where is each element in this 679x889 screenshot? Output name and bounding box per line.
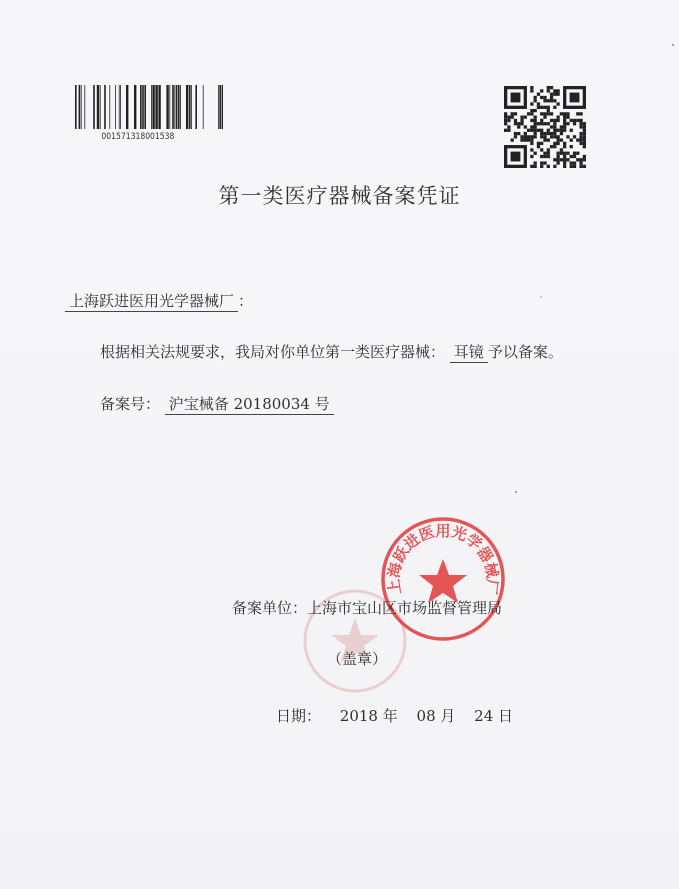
recipient-line	[65, 290, 253, 312]
qr-code-image	[504, 86, 586, 168]
issuer-line	[232, 597, 502, 618]
record-label: 备案号：	[100, 395, 161, 413]
scan-speck	[672, 44, 674, 46]
date-line	[276, 705, 513, 726]
recipient-suffix: ：	[238, 292, 254, 310]
scan-speck	[540, 296, 542, 298]
date-day: 24 日	[474, 707, 514, 725]
body-suffix: 予以备案。	[487, 343, 563, 361]
barcode-block	[75, 85, 223, 142]
record-number: 沪宝械备 20180034 号	[165, 393, 334, 415]
issuer-name: 上海市宝山区市场监督管理局	[307, 599, 503, 617]
seal-ring-text: 上海跃进医用光学器械厂	[384, 521, 502, 596]
record-line	[100, 393, 334, 415]
device-name: 耳镜	[450, 341, 488, 363]
body-line	[100, 341, 563, 363]
red-company-seal	[379, 515, 507, 643]
body-prefix: 根据相关法规要求，我局对你单位第一类医疗器械：	[100, 343, 446, 361]
barcode-image	[75, 85, 223, 129]
barcode-number: 001571318001538	[101, 132, 175, 142]
scan-speck	[515, 491, 517, 493]
date-year: 2018 年	[339, 707, 398, 725]
document-title: 第一类医疗器械备案凭证	[218, 184, 461, 208]
date-month: 08 月	[416, 707, 456, 725]
seal-note: （盖章）	[327, 650, 388, 668]
recipient-name: 上海跃进医用光学器械厂	[65, 290, 238, 312]
issuer-label: 备案单位：	[232, 599, 308, 617]
date-label: 日期：	[276, 707, 322, 725]
